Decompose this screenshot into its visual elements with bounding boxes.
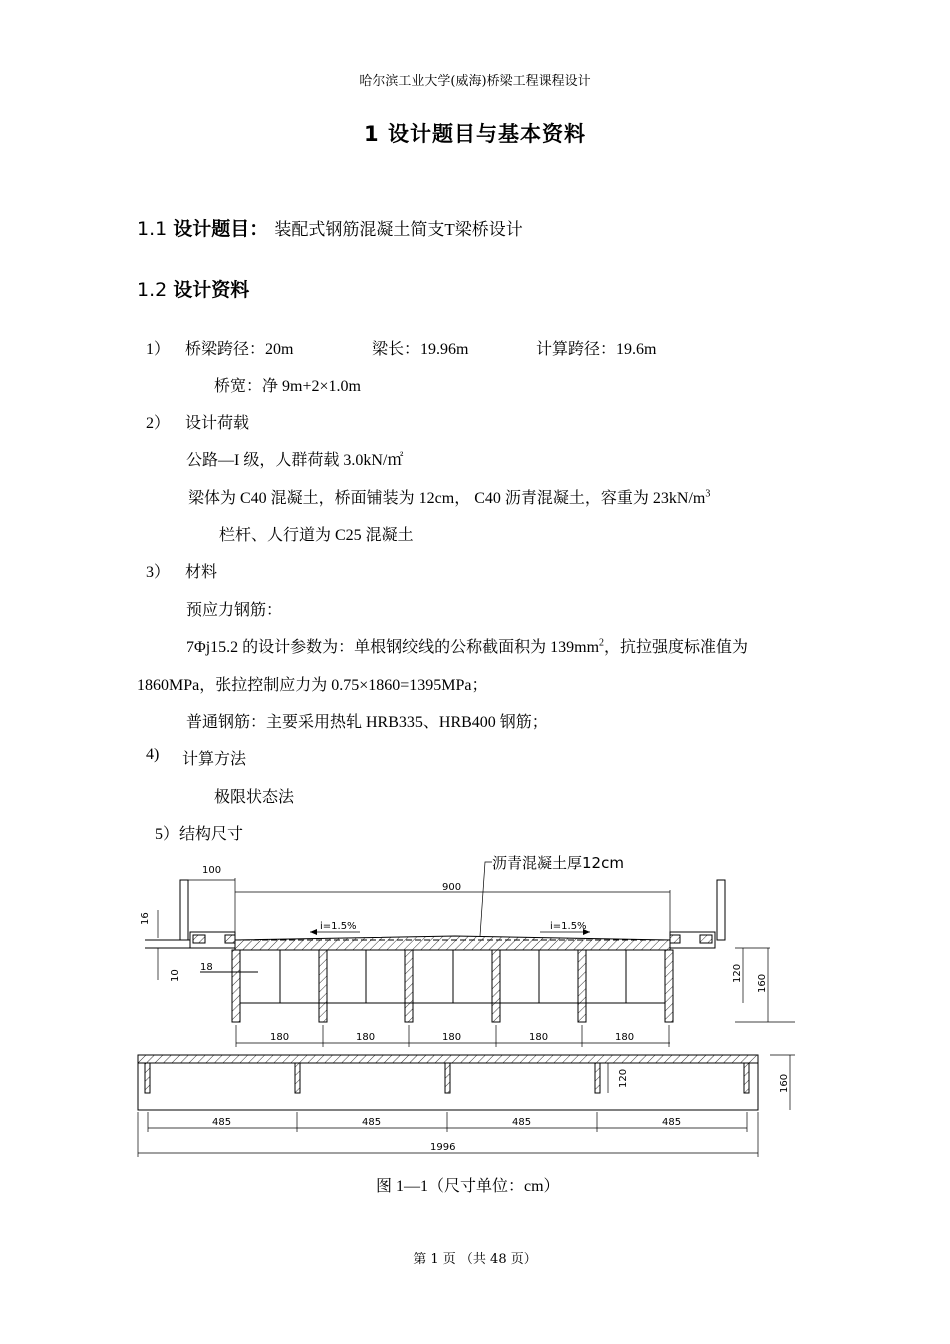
item-1-span: 桥梁跨径：20m (185, 341, 294, 358)
dim-10: 10 (170, 969, 181, 982)
elev-spacing-1: 485 (212, 1117, 232, 1128)
elev-total: 1996 (430, 1142, 456, 1153)
item-5-title: 5）结构尺寸 (155, 826, 244, 843)
item-4-title: 计算方法 (182, 751, 247, 768)
item-4-number: 4) (146, 746, 160, 763)
section-1-1-label: 设计题目： (173, 218, 269, 240)
item-1-length: 梁长：19.96m (372, 341, 469, 358)
section-1-2-label: 设计资料 (173, 279, 250, 301)
item-2-line-2 (188, 485, 710, 508)
item-3-line-4: 普通钢筋：主要采用热轧 HRB335、HRB400 钢筋； (186, 714, 548, 731)
girder-web-1 (232, 950, 240, 1022)
left-curb (193, 935, 205, 943)
cross-section (145, 880, 725, 1022)
girder-web-5 (578, 950, 586, 1022)
dim-160: 160 (757, 973, 768, 993)
item-2-line-1: 公路—I 级，人群荷载 3.0kN/㎡ (186, 452, 404, 469)
elev-spacing-4: 485 (662, 1117, 682, 1128)
elevation-diaphragm-2 (295, 1063, 300, 1093)
right-curb (670, 935, 680, 943)
dim-900: 900 (442, 882, 462, 893)
dim-120: 120 (732, 963, 743, 983)
item-3-title: 材料 (185, 564, 218, 581)
deck-slab (235, 936, 670, 950)
elevation-view (138, 1055, 758, 1110)
chapter-title: 1 设计题目与基本资料 (364, 122, 586, 146)
page-footer: 第 1 页 （共 48 页） (413, 1252, 537, 1267)
elevation-diaphragm-4 (595, 1063, 600, 1093)
dim-18: 18 (200, 962, 213, 973)
dim-100: 100 (202, 865, 222, 876)
item-3-line-2-sup: 2 (599, 637, 605, 649)
section-1-1-number: 1.1 (137, 218, 168, 240)
spacing-2: 180 (356, 1032, 376, 1043)
item-3-line-2 (186, 634, 748, 657)
item-3-line-3: 1860MPa，张拉控制应力为 0.75×1860=1395MPa； (137, 677, 488, 694)
elevation-diaphragm-3 (445, 1063, 450, 1093)
item-1-number: 1） (146, 341, 171, 358)
girder-web-2 (319, 950, 327, 1022)
spacing-1: 180 (270, 1032, 290, 1043)
girder-web-4 (492, 950, 500, 1022)
spacing-3: 180 (442, 1032, 462, 1043)
item-4-line-1: 极限状态法 (214, 789, 295, 806)
item-2-line-2-text: 梁体为 C40 混凝土，桥面铺装为 12cm， C40 沥青混凝土，容重为 23kN/m (188, 490, 706, 507)
item-1-calc-span: 计算跨径：19.6m (536, 341, 657, 358)
item-3-line-2-text-a: 7Φj15.2 的设计参数为：单根钢绞线的公称截面积为 139mm (186, 639, 600, 656)
elevation-dimensions (138, 1055, 795, 1157)
cross-section-dimensions (158, 862, 795, 1047)
elev-spacing-3: 485 (512, 1117, 532, 1128)
elevation-deck (138, 1055, 758, 1063)
paving-label: 沥青混凝土厚12cm (492, 854, 624, 872)
elev-spacing-2: 485 (362, 1117, 382, 1128)
section-1-2 (137, 275, 249, 302)
item-2-line-3: 栏杆、人行道为 C25 混凝土 (219, 527, 414, 544)
item-3-number: 3） (146, 564, 171, 581)
spacing-4: 180 (529, 1032, 549, 1043)
right-railing-post (717, 880, 725, 940)
page-header: 哈尔滨工业大学(威海)桥梁工程课程设计 (359, 74, 591, 89)
section-1-1 (137, 214, 523, 241)
spacing-5: 180 (615, 1032, 635, 1043)
structure-drawing (130, 850, 820, 1165)
item-3-line-1: 预应力钢筋： (186, 602, 283, 619)
slope-left: i=1.5% (320, 921, 357, 932)
item-2-title: 设计荷载 (185, 415, 250, 432)
elev-120: 120 (618, 1068, 629, 1088)
elevation-diaphragm-5 (744, 1063, 749, 1093)
figure-caption: 图 1—1（尺寸单位：cm） (376, 1178, 560, 1195)
girder-web-3 (405, 950, 413, 1022)
elev-160: 160 (779, 1073, 790, 1093)
item-1-width: 桥宽：净 9m+2×1.0m (214, 378, 361, 395)
elevation-diaphragm-1 (145, 1063, 150, 1093)
section-1-1-value: 装配式钢筋混凝土简支T梁桥设计 (274, 220, 523, 239)
dim-16: 16 (140, 912, 151, 925)
slope-right: i=1.5% (550, 921, 587, 932)
left-railing-post (180, 880, 188, 940)
girder-web-6 (665, 950, 673, 1022)
item-2-line-2-sup: 3 (705, 488, 711, 500)
section-1-2-number: 1.2 (137, 279, 168, 301)
item-3-line-2-text-b: ，抗拉强度标准值为 (604, 639, 749, 656)
item-2-number: 2） (146, 415, 171, 432)
